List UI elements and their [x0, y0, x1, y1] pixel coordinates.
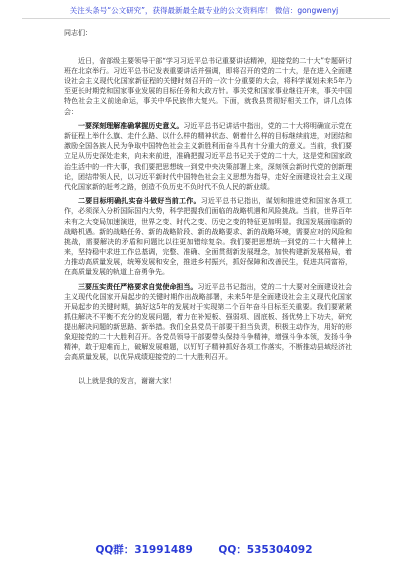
section-1-body: 习近平总书记讲话中指出，党的二十大将明确宣示党在新征程上举什么旗、走什么路、以什么样的精神状态、朝着什么样的目标继续前进，对团结和激励全国各族人民为争取中国特色社会主义新胜利而奋斗具有十分重大的意义。当前，我们要立足从历史深处走来，向未来前进，准确把握习近平总书记关于党的二十大，这是党和国家政治生活中的一件大事，我们要把思想统一到党中央决策部署上来，深刻领会新时代党的创新理论，团结带领人民，以习近平新时代中国特色社会主义思想为指导，走好全面建设社会主义现代化国家新的赶考之路，创造不负历史不负时代不负人民的新业绩。	[64, 122, 352, 191]
section-1-heading: 一要深刻理解准确掌握历史意义。	[78, 121, 184, 131]
contact-footer	[0, 542, 408, 557]
section-3-paragraph	[64, 282, 352, 363]
qq-group-number: QQ群：31991489	[95, 544, 193, 556]
salutation: 同志们：	[64, 29, 92, 37]
qq-number: QQ：535304092	[218, 544, 313, 556]
promo-banner: 关注头条号“公文研究”，获得最新最全最专业的公文资料库！ 微信：gongwenyj	[69, 6, 339, 15]
section-2-heading: 二要目标明确扎实奋斗做好当前工作。	[78, 196, 201, 206]
header-divider	[22, 18, 390, 19]
document-body	[64, 28, 352, 536]
section-2-paragraph	[64, 196, 352, 277]
closing-remark: 以上就是我的发言，谢谢大家！	[78, 377, 176, 386]
intro-paragraph: 近日，省部级主要领导干部“学习习近平总书记重要讲话精神，迎接党的二十大”专题研讨班在北京举行。习近平总书记发表重要讲话并强调，即将召开的党的二十大，是在进入全面建设社会主义现代化国家新征程的关键时刻召开的一次十分重要的大会，将科学谋划未来5年乃至更长时期党和国家事业发展的目标任务和大政方针。事关党和国家事业继往开来，事关中国特色社会主义前途命运，事关中华民族伟大复兴。下面，就我县贯彻好相关工作，讲几点体会：	[64, 57, 352, 116]
section-2-body: 习近平总书记指出，谋划和推进党和国家各项工作，必须深入分析国际国内大势，科学把握我们面临的战略机遇和风险挑战。当前，世界百年未有之大变局加速演进，世界之变、时代之变、历史之变的特征更加明显。我国发展面临新的战略机遇。新的战略任务、新的战略阶段、新的战略要求、新的战略环境，需要应对的风险和挑战，需要解决的矛盾和问题比以往更加错综复杂。我们要把思想统一到党的二十大精神上来，坚持稳中求进工作总基调，完整、准确、全面贯彻新发展理念，加快构建新发展格局，着力推动高质量发展，统筹发展和安全，推进乡村振兴，抓好保障和改善民生，促进共同富裕，在高质量发展的轨道上奋勇争先。	[64, 197, 352, 276]
section-1-paragraph	[64, 121, 352, 192]
section-3-body: 习近平总书记指出，党的二十大要对全面建设社会主义现代化国家开局起步的关键时期作出战略部署，未来5年是全面建设社会主义现代化国家开局起步的关键时期，搞好这5年的发展对于实现第二个百年奋斗目标至关重要。我们要紧紧抓住解决不平衡不充分的发展问题，着力在补短板、强弱项、固底板、扬优势上下功夫，研究提出解决问题的新思路、新举措。我们全县党员干部要干担当负责，积极主动作为，用好的形象迎接党的二十大胜利召开。各党员领导干部要带头保持斗争精神，增强斗争本领，发扬斗争精神，敢于迎难而上，破解发展难题，以钉钉子精神抓好各项工作落实，不断推动县域经济社会高质量发展，以优异成绩迎接党的二十大胜利召开。	[64, 282, 352, 362]
section-3-heading: 三要压实责任严格要求自觉使命担当。	[78, 281, 198, 291]
